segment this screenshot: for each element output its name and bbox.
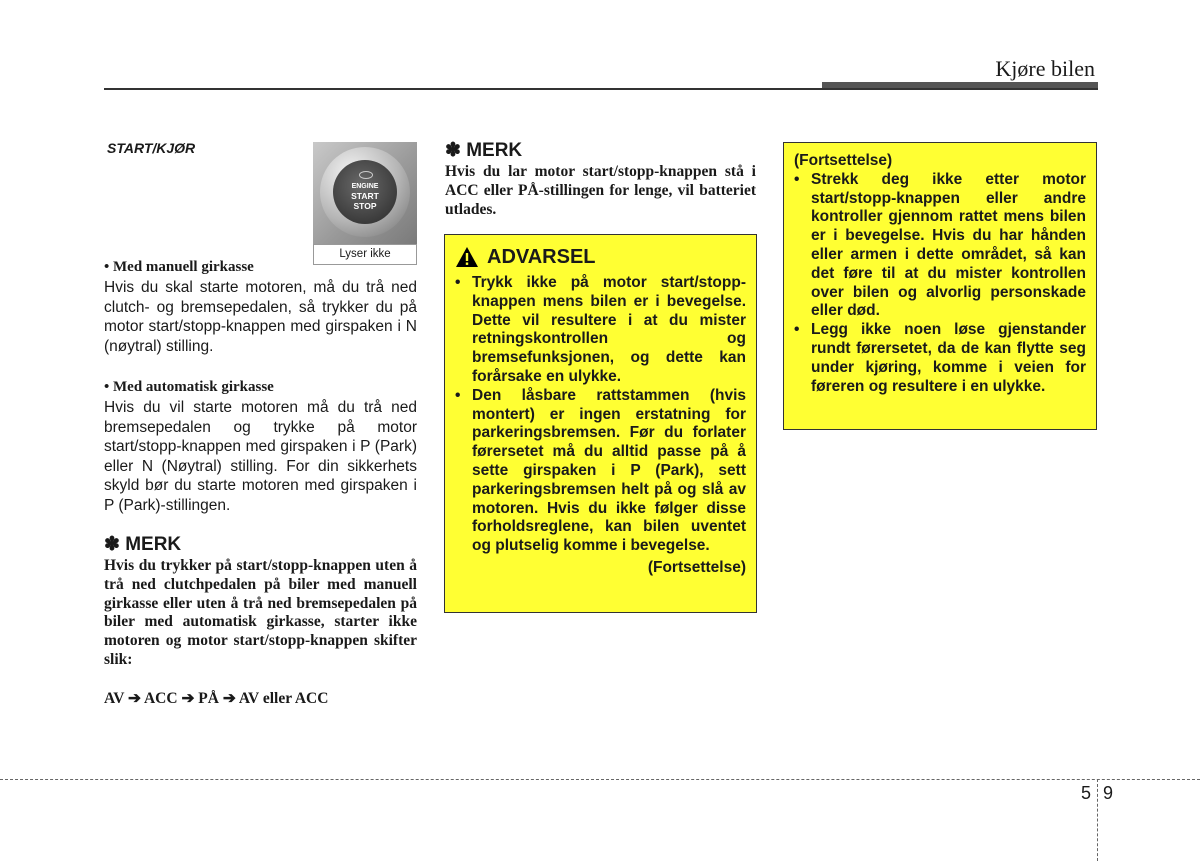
- warning-list: [455, 274, 746, 556]
- note-text-left: Hvis du trykker på start/stopp-knappen uten å trå ned clutchpedalen på biler med manuell girkasse eller uten å trå ned bremsepedalen på biler med automatisk girkasse, starter ikke motoren og motor start/stopp-knappen skifter slik:: [104, 557, 417, 668]
- warning-triangle-icon: [455, 246, 479, 268]
- warning-continued-box: [783, 142, 1097, 430]
- warning-continued-list: [794, 171, 1086, 397]
- footer-dashed-rule: [0, 779, 1200, 780]
- button-label-start: START: [351, 191, 379, 201]
- continued-heading: (Fortsettelse): [794, 152, 893, 169]
- header-rule: [104, 88, 1098, 90]
- warning-heading: [455, 245, 746, 269]
- section-label: START/KJØR: [107, 140, 196, 156]
- button-face: [333, 160, 397, 224]
- button-label-engine: ENGINE: [351, 183, 379, 190]
- warning-item: • Den låsbare rattstammen (hvis montert) er ingen erstatning for parkeringsbremsen. Før du forlater førersetet må du alltid passe på å sette girspaken i P (Park), sett parkeringsbremsen helt på og slå av motoren. Hvis du ikke følger disse forholdsreglene, kan bilen uventet og plutselig komme i bevegelse.: [455, 387, 746, 556]
- manual-text: Hvis du skal starte motoren, må du trå ned clutch- og bremsepedalen, så trykker du på motor start/stopp-knappen med girspaken i N (nøytral) stilling.: [104, 279, 417, 355]
- note-title-left: ✽ MERK: [104, 534, 182, 555]
- continued-label: (Fortsettelse): [647, 558, 746, 576]
- warning-item: • Strekk deg ikke etter motor start/stopp-knappen eller andre kontroller gjennom rattet mens bilen er i bevegelse. Hvis du har hånden eller armen i dette området, så kan det føre til at du mister kontrollen over bilen og alvorlig personskade eller død.: [794, 171, 1086, 321]
- note-title-middle: ✽ MERK: [445, 140, 523, 161]
- button-bezel: [320, 147, 410, 237]
- page-number: 9: [1103, 783, 1114, 803]
- button-label-start-stop: [333, 191, 397, 211]
- note-text-middle: Hvis du lar motor start/stopp-knappen stå i ACC eller PÅ-stillingen for lenge, vil batteriet utlades.: [445, 163, 756, 218]
- page-header-title: Kjøre bilen: [995, 56, 1095, 81]
- start-stop-button-photo: [313, 142, 417, 244]
- manual-heading: • Med manuell girkasse: [104, 259, 254, 275]
- automatic-heading: • Med automatisk girkasse: [104, 379, 274, 395]
- warning-item: • Legg ikke noen løse gjenstander rundt førersetet, da de kan flytte seg under kjøring, komme i veien for føreren og resultere i en ulykke.: [794, 321, 1086, 396]
- footer-dashed-divider: [1097, 779, 1098, 861]
- chapter-number: 5: [1081, 783, 1092, 803]
- warning-title: ADVARSEL: [487, 246, 596, 268]
- button-label-stop: STOP: [353, 201, 377, 211]
- warning-box: [444, 234, 757, 613]
- brand-logo-icon: [359, 171, 373, 179]
- warning-item: • Trykk ikke på motor start/stopp-knappen mens bilen er i bevegelse. Dette vil resultere i at du mister retningskontrollen og bremsefunksjonen, og dette kan forårsake en ulykke.: [455, 274, 746, 387]
- start-stop-button-figure: [313, 142, 417, 265]
- figure-caption: Lyser ikke: [313, 244, 417, 265]
- automatic-text: Hvis du vil starte motoren må du trå ned bremsepedalen og trykke på motor start/stopp-knappen med girspaken i P (Park) eller N (Nøytral) stilling. For din sikkerhets skyld bør du starte motoren med girspaken i P (Park)-stillingen.: [104, 399, 417, 514]
- key-state-sequence: AV ➔ ACC ➔ PÅ ➔ AV eller ACC: [104, 690, 329, 707]
